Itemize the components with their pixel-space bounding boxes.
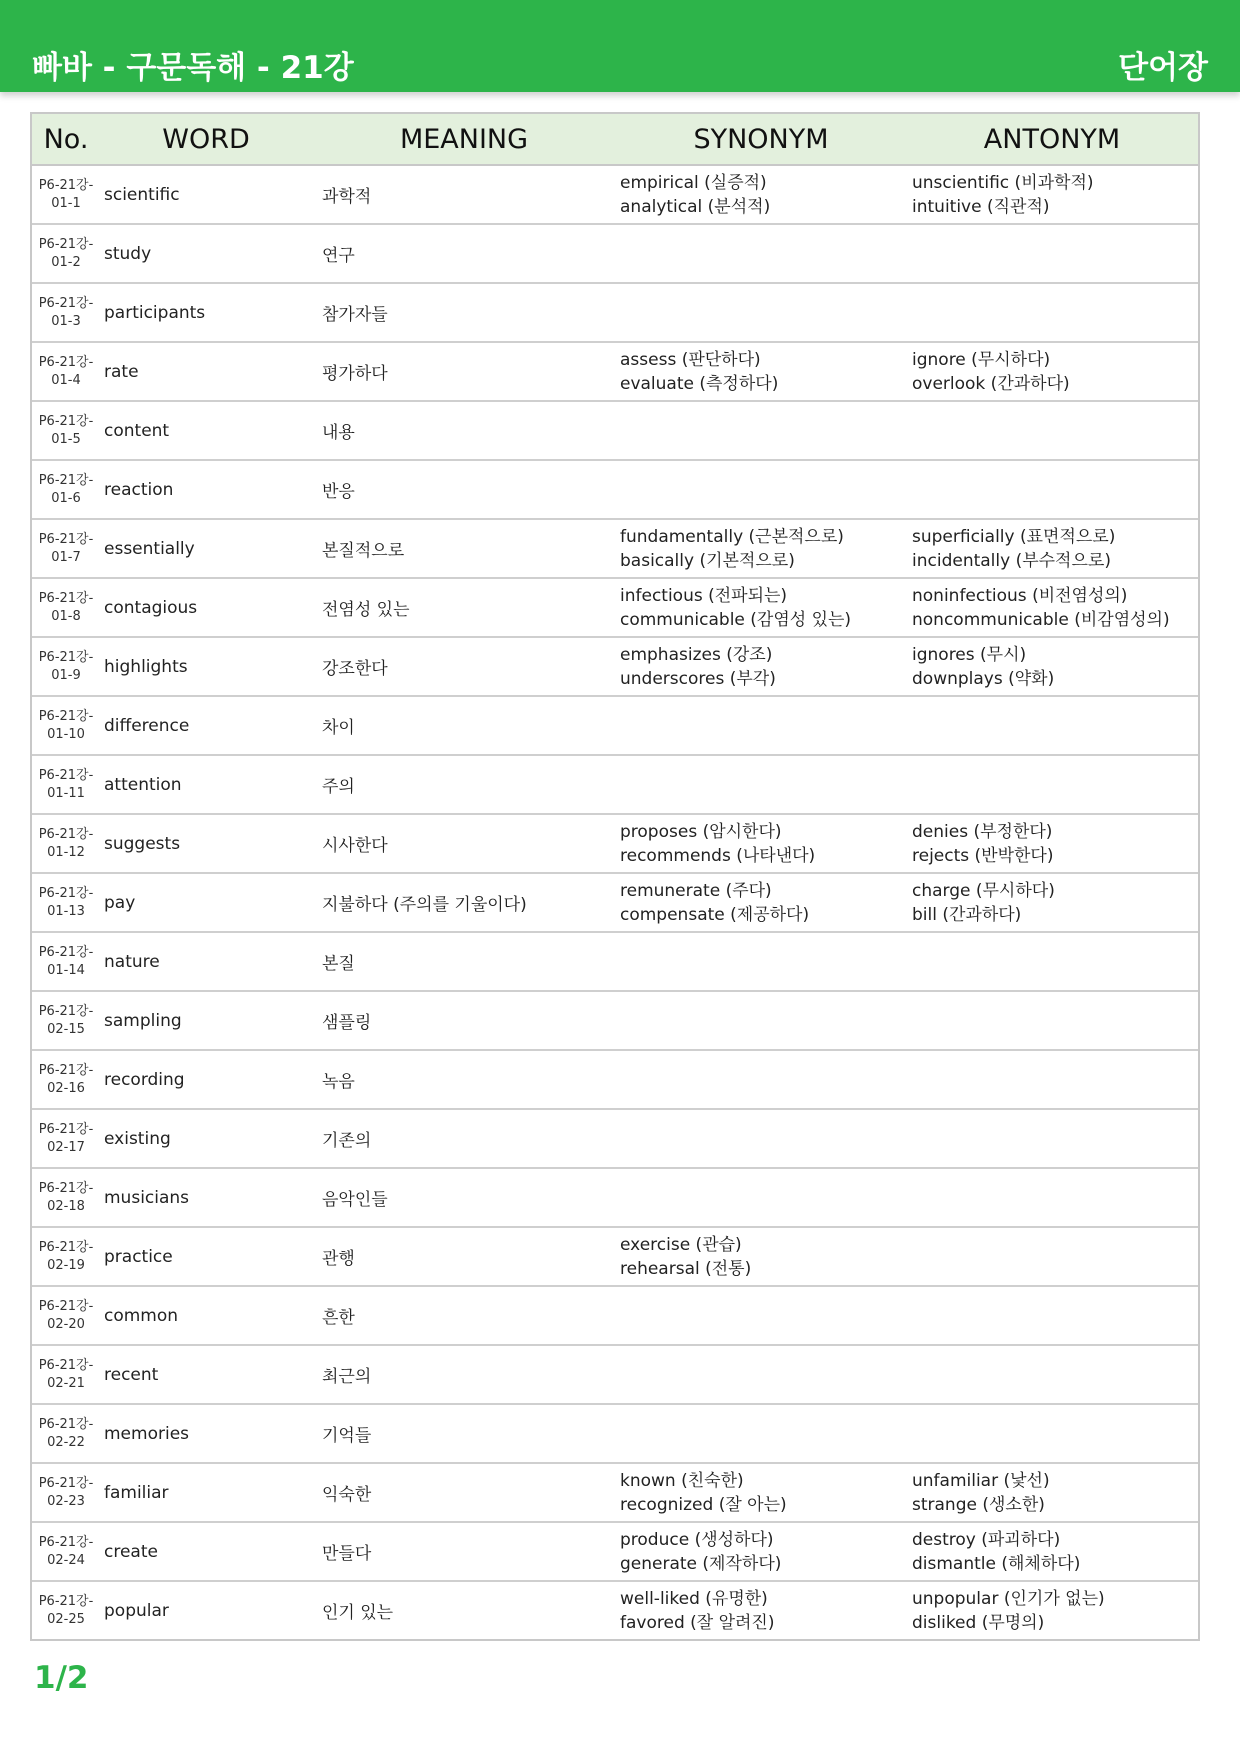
entry-number: 01-9: [51, 667, 81, 683]
cell-meaning: 평가하다: [312, 342, 616, 401]
table-header-row: [32, 114, 1198, 165]
entry-number: P6-21강-: [38, 1475, 94, 1491]
cell-word: existing: [100, 1109, 312, 1168]
entry-number: 01-13: [47, 903, 85, 919]
synonym-entry: communicable (감염성 있는): [620, 609, 852, 630]
cell-no: [32, 1168, 100, 1227]
cell-synonym: [616, 401, 906, 460]
antonym-entry: noncommunicable (비감염성의): [912, 609, 1170, 630]
entry-number: P6-21강-: [38, 1357, 94, 1373]
entry-number: P6-21강-: [38, 1534, 94, 1550]
cell-meaning: 흔한: [312, 1286, 616, 1345]
synonym-entry: infectious (전파되는): [620, 585, 788, 606]
synonym-entry: well-liked (유명한): [620, 1588, 768, 1609]
cell-no: [32, 1050, 100, 1109]
cell-synonym: [616, 696, 906, 755]
cell-meaning: 익숙한: [312, 1463, 616, 1522]
cell-synonym: [616, 755, 906, 814]
cell-synonym: [616, 342, 906, 401]
entry-number: 02-22: [47, 1434, 85, 1450]
cell-meaning: 인기 있는: [312, 1581, 616, 1639]
cell-antonym: [906, 991, 1198, 1050]
antonym-entry: unfamiliar (낯선): [912, 1470, 1050, 1491]
cell-meaning: 주의: [312, 755, 616, 814]
table-row: [32, 1345, 1198, 1404]
cell-meaning: 만들다: [312, 1522, 616, 1581]
cell-synonym: [616, 1286, 906, 1345]
entry-number: 01-5: [51, 431, 81, 447]
table-row: [32, 637, 1198, 696]
table-row: [32, 696, 1198, 755]
table-row: [32, 1463, 1198, 1522]
cell-no: [32, 1286, 100, 1345]
table-row: [32, 1227, 1198, 1286]
cell-word: participants: [100, 283, 312, 342]
cell-synonym: [616, 1345, 906, 1404]
antonym-entry: overlook (간과하다): [912, 373, 1070, 394]
synonym-entry: empirical (실증적): [620, 172, 767, 193]
cell-meaning: 과학적: [322, 187, 372, 207]
cell-no: [32, 1404, 100, 1463]
synonym-entry: known (친숙한): [620, 1470, 744, 1491]
synonym-entry: analytical (분석적): [620, 196, 771, 217]
entry-number: P6-21강-: [38, 1180, 94, 1196]
cell-no: [32, 224, 100, 283]
cell-no: [32, 460, 100, 519]
cell-word: memories: [100, 1404, 312, 1463]
cell-meaning: 본질적으로: [312, 519, 616, 578]
cell-word: difference: [100, 696, 312, 755]
cell-antonym: [906, 1286, 1198, 1345]
entry-number: 02-23: [47, 1493, 85, 1509]
entry-number: 02-20: [47, 1316, 85, 1332]
entry-number: 01-7: [51, 549, 81, 565]
entry-number: 02-16: [47, 1080, 85, 1096]
table-row: [32, 1050, 1198, 1109]
entry-number: 01-10: [47, 726, 85, 742]
entry-number: 01-8: [51, 608, 81, 624]
entry-number: P6-21강-: [38, 885, 94, 901]
entry-number: P6-21강-: [38, 1298, 94, 1314]
cell-synonym: [616, 1227, 906, 1286]
entry-number: P6-21강-: [38, 1121, 94, 1137]
cell-antonym: [906, 814, 1198, 873]
cell-no: [32, 1345, 100, 1404]
cell-synonym: [616, 1109, 906, 1168]
antonym-entry: dismantle (해체하다): [912, 1553, 1081, 1574]
cell-meaning: 지불하다 (주의를 기울이다): [312, 873, 616, 932]
table-row: [32, 814, 1198, 873]
entry-number: 01-11: [47, 785, 85, 801]
cell-antonym: [906, 1404, 1198, 1463]
synonym-entry: exercise (관습): [620, 1234, 742, 1255]
antonym-entry: denies (부정한다): [912, 821, 1053, 842]
cell-no: [32, 342, 100, 401]
cell-synonym: [616, 165, 906, 224]
synonym-entry: evaluate (측정하다): [620, 373, 779, 394]
vocabulary-table: [30, 112, 1200, 1641]
cell-antonym: [906, 283, 1198, 342]
cell-no: [32, 1109, 100, 1168]
cell-no: [32, 283, 100, 342]
cell-meaning: 반응: [312, 460, 616, 519]
cell-synonym: [616, 1581, 906, 1639]
table-row: [32, 1168, 1198, 1227]
cell-meaning: 음악인들: [312, 1168, 616, 1227]
antonym-entry: strange (생소한): [912, 1494, 1045, 1515]
cell-antonym: [906, 1345, 1198, 1404]
cell-meaning: 샘플링: [312, 991, 616, 1050]
synonym-entry: rehearsal (전통): [620, 1258, 752, 1279]
entry-number: P6-21강-: [38, 472, 94, 488]
table-row: [32, 283, 1198, 342]
synonym-entry: generate (제작하다): [620, 1553, 782, 1574]
cell-synonym: [616, 1463, 906, 1522]
entry-number: P6-21강-: [38, 826, 94, 842]
synonym-entry: produce (생성하다): [620, 1529, 774, 1550]
cell-no: [32, 165, 100, 224]
synonym-entry: recognized (잘 아는): [620, 1494, 787, 1515]
cell-word: study: [100, 224, 312, 283]
synonym-entry: emphasizes (강조): [620, 644, 773, 665]
cell-synonym: [616, 1168, 906, 1227]
table-row: [32, 165, 1198, 224]
cell-no: [32, 755, 100, 814]
cell-no: [32, 814, 100, 873]
cell-meaning: 시사한다: [312, 814, 616, 873]
entry-number: P6-21강-: [38, 590, 94, 606]
cell-word: recent: [100, 1345, 312, 1404]
column-header-word: WORD: [100, 114, 312, 165]
cell-synonym: [616, 1404, 906, 1463]
entry-number: P6-21강-: [38, 413, 94, 429]
cell-synonym: [616, 224, 906, 283]
header-banner: [0, 0, 1240, 92]
synonym-entry: basically (기본적으로): [620, 550, 795, 571]
cell-antonym: [906, 1050, 1198, 1109]
cell-synonym: [616, 1050, 906, 1109]
antonym-entry: unpopular (인기가 없는): [912, 1588, 1105, 1609]
antonym-entry: downplays (약화): [912, 668, 1055, 689]
cell-meaning: 기존의: [312, 1109, 616, 1168]
cell-no: [32, 932, 100, 991]
cell-synonym: [616, 637, 906, 696]
cell-word: common: [100, 1286, 312, 1345]
cell-antonym: [906, 696, 1198, 755]
table-row: [32, 1109, 1198, 1168]
entry-number: P6-21강-: [38, 1239, 94, 1255]
entry-number: P6-21강-: [38, 177, 94, 193]
synonym-entry: underscores (부각): [620, 668, 776, 689]
cell-word: practice: [100, 1227, 312, 1286]
entry-number: P6-21강-: [38, 944, 94, 960]
cell-meaning: 강조한다: [312, 637, 616, 696]
cell-antonym: [906, 637, 1198, 696]
cell-meaning: 본질: [312, 932, 616, 991]
cell-antonym: [906, 460, 1198, 519]
entry-number: 02-25: [47, 1611, 85, 1627]
antonym-entry: charge (무시하다): [912, 880, 1055, 901]
synonym-entry: assess (판단하다): [620, 349, 761, 370]
antonym-entry: intuitive (직관적): [912, 196, 1050, 217]
cell-synonym: [616, 283, 906, 342]
entry-number: P6-21강-: [38, 1593, 94, 1609]
entry-number: 01-12: [47, 844, 85, 860]
cell-antonym: [906, 519, 1198, 578]
antonym-entry: ignores (무시): [912, 644, 1027, 665]
synonym-entry: fundamentally (근본적으로): [620, 526, 844, 547]
cell-no: [32, 578, 100, 637]
cell-word: pay: [100, 873, 312, 932]
cell-synonym: [616, 1522, 906, 1581]
table-row: [32, 1522, 1198, 1581]
entry-number: 01-1: [51, 195, 81, 211]
cell-antonym: [906, 1522, 1198, 1581]
entry-number: 01-3: [51, 313, 81, 329]
table-row: [32, 1286, 1198, 1345]
synonym-entry: remunerate (주다): [620, 880, 772, 901]
synonym-entry: recommends (나타낸다): [620, 845, 816, 866]
cell-meaning: 참가자들: [312, 283, 616, 342]
entry-number: 02-19: [47, 1257, 85, 1273]
cell-word: familiar: [100, 1463, 312, 1522]
antonym-entry: noninfectious (비전염성의): [912, 585, 1128, 606]
cell-no: [32, 1227, 100, 1286]
cell-synonym: [616, 814, 906, 873]
entry-number: 02-17: [47, 1139, 85, 1155]
cell-word: suggests: [100, 814, 312, 873]
table-row: [32, 224, 1198, 283]
entry-number: P6-21강-: [38, 295, 94, 311]
cell-word: content: [100, 401, 312, 460]
page-number: 1/2: [34, 1660, 89, 1696]
cell-antonym: [906, 165, 1198, 224]
antonym-entry: unscientific (비과학적): [912, 172, 1094, 193]
cell-meaning: 차이: [312, 696, 616, 755]
cell-no: [32, 873, 100, 932]
antonym-entry: superficially (표면적으로): [912, 526, 1116, 547]
table-row: [32, 1581, 1198, 1639]
cell-word: recording: [100, 1050, 312, 1109]
cell-antonym: [906, 1227, 1198, 1286]
page-title: 빠바 - 구문독해 - 21강: [32, 50, 354, 86]
cell-synonym: [616, 932, 906, 991]
cell-word: popular: [100, 1581, 312, 1639]
column-header-antonym: ANTONYM: [906, 114, 1198, 165]
synonym-entry: proposes (암시한다): [620, 821, 782, 842]
entry-number: 02-15: [47, 1021, 85, 1037]
cell-word: attention: [100, 755, 312, 814]
table-row: [32, 932, 1198, 991]
cell-word: scientific: [104, 184, 180, 205]
entry-number: P6-21강-: [38, 1416, 94, 1432]
entry-number: P6-21강-: [38, 1062, 94, 1078]
entry-number: P6-21강-: [38, 649, 94, 665]
cell-meaning: 관행: [312, 1227, 616, 1286]
table-row: [32, 578, 1198, 637]
cell-antonym: [906, 755, 1198, 814]
cell-antonym: [906, 342, 1198, 401]
cell-meaning: 녹음: [312, 1050, 616, 1109]
cell-word: essentially: [100, 519, 312, 578]
column-header-meaning: MEANING: [312, 114, 616, 165]
entry-number: P6-21강-: [38, 236, 94, 252]
cell-word: contagious: [100, 578, 312, 637]
cell-antonym: [906, 1168, 1198, 1227]
cell-antonym: [906, 932, 1198, 991]
cell-word: rate: [100, 342, 312, 401]
table-row: [32, 460, 1198, 519]
cell-meaning: 최근의: [312, 1345, 616, 1404]
entry-number: 02-18: [47, 1198, 85, 1214]
cell-meaning: 내용: [312, 401, 616, 460]
antonym-entry: ignore (무시하다): [912, 349, 1051, 370]
cell-word: sampling: [100, 991, 312, 1050]
cell-no: [32, 519, 100, 578]
cell-synonym: [616, 578, 906, 637]
table-row: [32, 873, 1198, 932]
entry-number: 01-14: [47, 962, 85, 978]
table-row: [32, 755, 1198, 814]
entry-number: 01-4: [51, 372, 81, 388]
cell-synonym: [616, 991, 906, 1050]
synonym-entry: favored (잘 알려진): [620, 1612, 775, 1633]
antonym-entry: disliked (무명의): [912, 1612, 1045, 1633]
cell-antonym: [906, 578, 1198, 637]
entry-number: P6-21강-: [38, 354, 94, 370]
table-row: [32, 401, 1198, 460]
antonym-entry: incidentally (부수적으로): [912, 550, 1111, 571]
entry-number: P6-21강-: [38, 531, 94, 547]
cell-no: [32, 401, 100, 460]
table-row: [32, 519, 1198, 578]
antonym-entry: bill (간과하다): [912, 904, 1022, 925]
cell-no: [32, 637, 100, 696]
table-row: [32, 1404, 1198, 1463]
cell-antonym: [906, 401, 1198, 460]
cell-no: [32, 1463, 100, 1522]
entry-number: 01-2: [51, 254, 81, 270]
cell-word: musicians: [100, 1168, 312, 1227]
entry-number: P6-21강-: [38, 1003, 94, 1019]
cell-word: highlights: [100, 637, 312, 696]
cell-meaning: 기억들: [312, 1404, 616, 1463]
cell-no: [32, 696, 100, 755]
entry-number: P6-21강-: [38, 708, 94, 724]
cell-synonym: [616, 519, 906, 578]
cell-synonym: [616, 460, 906, 519]
cell-no: [32, 1522, 100, 1581]
cell-antonym: [906, 873, 1198, 932]
cell-synonym: [616, 873, 906, 932]
cell-antonym: [906, 1463, 1198, 1522]
column-header-no: No.: [32, 114, 100, 165]
cell-word: nature: [100, 932, 312, 991]
table-row: [32, 342, 1198, 401]
entry-number: 01-6: [51, 490, 81, 506]
cell-word: reaction: [100, 460, 312, 519]
table-row: [32, 991, 1198, 1050]
cell-word: create: [100, 1522, 312, 1581]
section-label: 단어장: [1118, 50, 1208, 86]
synonym-entry: compensate (제공하다): [620, 904, 810, 925]
antonym-entry: destroy (파괴하다): [912, 1529, 1061, 1550]
cell-meaning: 연구: [312, 224, 616, 283]
column-header-synonym: SYNONYM: [616, 114, 906, 165]
cell-no: [32, 1581, 100, 1639]
entry-number: P6-21강-: [38, 767, 94, 783]
cell-antonym: [906, 1109, 1198, 1168]
entry-number: 02-24: [47, 1552, 85, 1568]
antonym-entry: rejects (반박한다): [912, 845, 1054, 866]
cell-no: [32, 991, 100, 1050]
entry-number: 02-21: [47, 1375, 85, 1391]
cell-meaning: 전염성 있는: [312, 578, 616, 637]
cell-antonym: [906, 224, 1198, 283]
cell-antonym: [906, 1581, 1198, 1639]
